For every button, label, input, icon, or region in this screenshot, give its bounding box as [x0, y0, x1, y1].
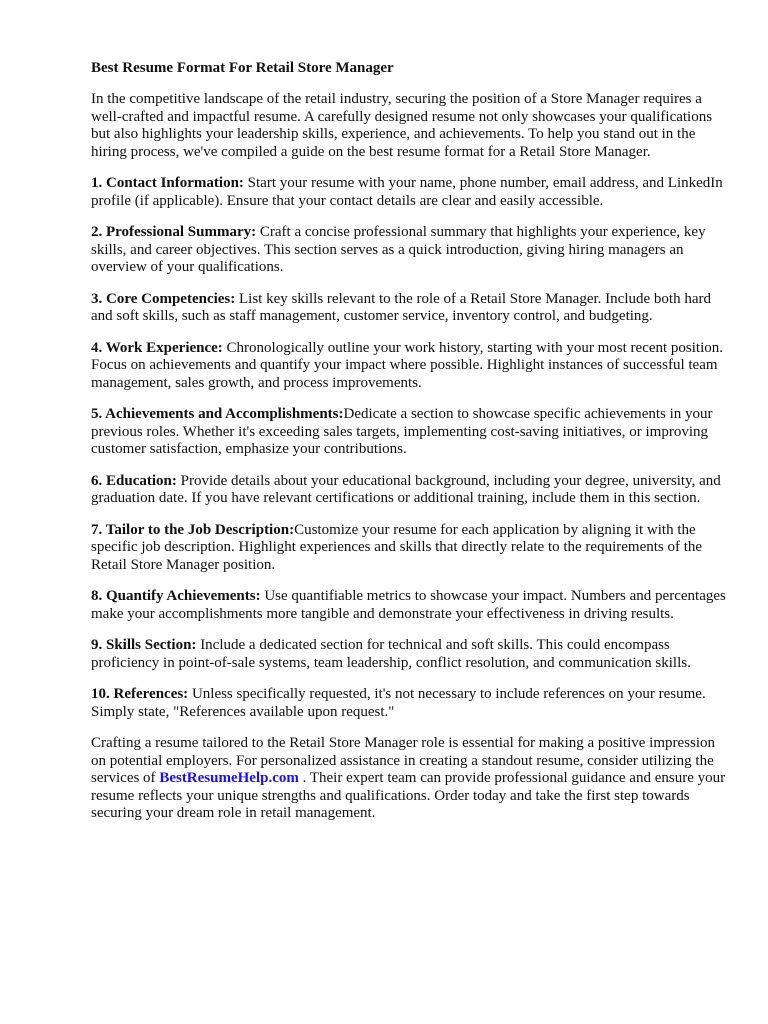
section-body: Dedicate a section to showcase specific achievements in your previous roles. Whether it's exceeding sales targets, implementing cost-saving initiatives, or improving customer satisfaction, emphasize your contributions. [91, 406, 713, 457]
section-heading: 9. Skills Section: [91, 637, 197, 653]
section-heading: 8. Quantify Achievements: [91, 588, 261, 604]
section-body: List key skills relevant to the role of a Retail Store Manager. Include both hard and soft skills, such as staff management, customer service, inventory control, and budgeting. [91, 290, 711, 324]
section-contact-information [91, 175, 728, 210]
section-professional-summary [91, 224, 728, 277]
document-title: Best Resume Format For Retail Store Manager [91, 60, 394, 76]
section-quantify-achievements [91, 588, 728, 623]
section-body: Include a dedicated section for technical and soft skills. This could encompass proficiency in point-of-sale systems, team leadership, conflict resolution, and communication skills. [91, 637, 691, 671]
closing-text-after-link: . Their expert team can provide professional guidance and ensure your resume reflects your unique strengths and qualifications. Order today and take the first step towards securing your dream role in retail management. [91, 770, 726, 821]
section-heading: 5. Achievements and Accomplishments: [91, 406, 344, 422]
section-skills [91, 637, 728, 672]
bestresumehelp-link[interactable]: BestResumeHelp.com [159, 770, 299, 786]
section-heading: 6. Education: [91, 472, 177, 489]
section-work-experience [91, 340, 728, 393]
section-body: Start your resume with your name, phone number, email address, and LinkedIn profile (if applicable). Ensure that your contact details are clear and easily accessible. [91, 175, 723, 209]
section-heading: 1. Contact Information: [91, 175, 244, 191]
section-heading: 7. Tailor to the Job Description: [91, 521, 295, 538]
section-core-competencies [91, 291, 728, 326]
section-body: Customize your resume for each application by aligning it with the specific job description. Highlight experiences and skills that directly relate to the requirements of the Retail Store Manager position. [91, 521, 703, 573]
section-body: Provide details about your educational background, including your degree, university, and graduation date. If you have relevant certifications or additional training, include them in this section. [91, 472, 721, 506]
closing-paragraph [91, 735, 728, 823]
section-heading: 4. Work Experience: [91, 339, 223, 356]
section-body: Unless specifically requested, it's not necessary to include references on your resume. Simply state, "References available upon request." [91, 686, 706, 720]
section-references [91, 686, 728, 721]
intro-paragraph: In the competitive landscape of the retail industry, securing the position of a Store Manager requires a well-crafted and impactful resume. A carefully designed resume not only showcases your qualifications but also highlights your leadership skills, experience, and achievements. To help you stand out in the hiring process, we've compiled a guide on the best resume format for a Retail Store Manager. [91, 91, 713, 160]
section-body: Chronologically outline your work history, starting with your most recent position. Focus on achievements and quantify your impact where possible. Highlight instances of successful team management, sales growth, and process improvements. [91, 339, 724, 391]
closing-text-before-link: Crafting a resume tailored to the Retail Store Manager role is essential for making a positive impression on potential employers. For personalized assistance in creating a standout resume, consider utilizing the services of [91, 735, 716, 786]
section-heading: 10. References: [91, 686, 189, 702]
section-body: Use quantifiable metrics to showcase your impact. Numbers and percentages make your accomplishments more tangible and demonstrate your effectiveness in driving results. [91, 588, 726, 622]
section-education [91, 473, 728, 508]
section-body: Craft a concise professional summary that highlights your experience, key skills, and career objectives. This section serves as a quick introduction, giving hiring managers an overview of your qualifications. [91, 224, 706, 275]
section-achievements [91, 406, 728, 459]
section-heading: 2. Professional Summary: [91, 224, 257, 240]
section-tailor-job-description [91, 522, 728, 575]
section-heading: 3. Core Competencies: [91, 290, 236, 307]
